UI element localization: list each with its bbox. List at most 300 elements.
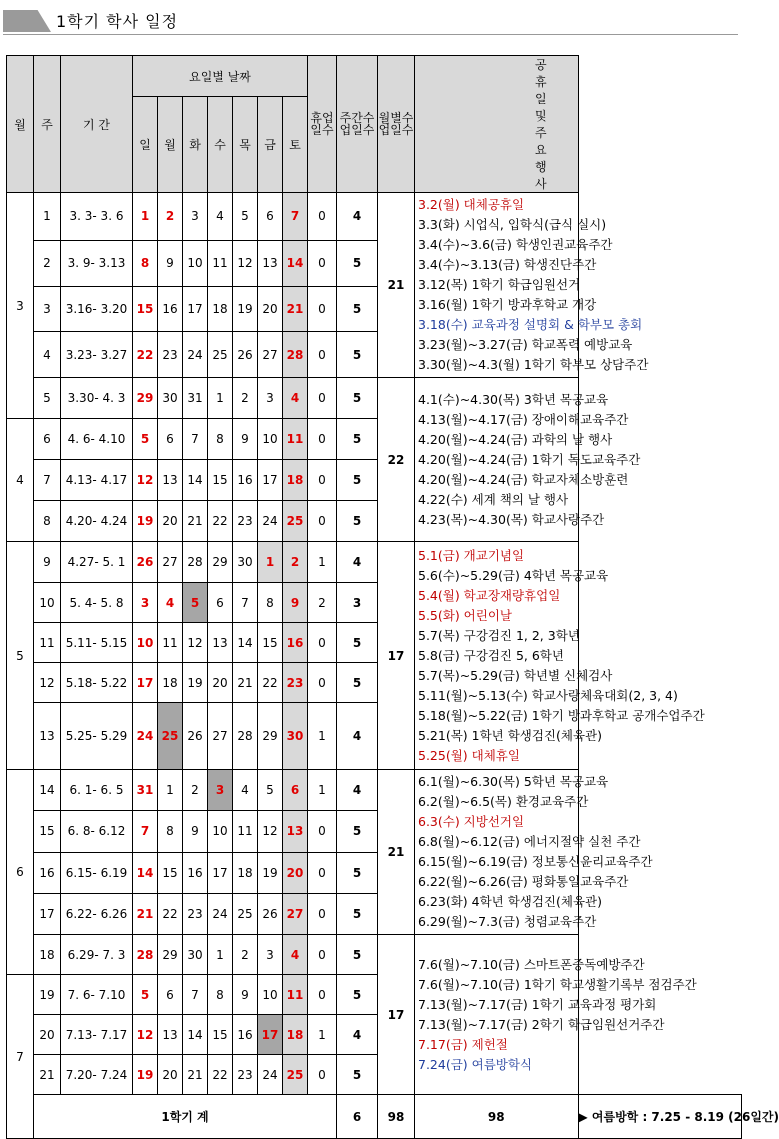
date-cell: 30	[158, 378, 183, 419]
week-number: 6	[34, 419, 61, 460]
monthly-class-days: 21	[378, 770, 415, 935]
date-cell: 1	[133, 193, 158, 241]
date-cell: 8	[208, 975, 233, 1015]
holiday-count: 0	[308, 935, 337, 975]
header-events: 공휴일 및 주요행사	[415, 56, 579, 193]
date-cell: 14	[283, 240, 308, 286]
date-cell: 5	[233, 193, 258, 241]
header-period: 기 간	[61, 56, 133, 193]
week-row	[7, 501, 742, 542]
event-item: 7.13(월)~7.17(금) 1학기 교육과정 평가회	[418, 996, 657, 1012]
week-period: 6.22- 6.26	[61, 893, 133, 934]
date-cell: 14	[183, 460, 208, 501]
date-cell: 24	[258, 501, 283, 542]
event-item: 6.8(월)~6.12(금) 에너지절약 실천 주간	[418, 834, 641, 849]
total-holidays: 6	[337, 1095, 378, 1139]
date-cell: 13	[258, 240, 283, 286]
holiday-count: 0	[308, 501, 337, 542]
date-cell: 26	[233, 332, 258, 378]
holiday-count: 0	[308, 975, 337, 1015]
event-item: 3.18(수) 교육과정 설명회 & 학부모 총회	[418, 317, 643, 332]
date-cell: 13	[283, 811, 308, 852]
date-cell: 14	[233, 623, 258, 663]
date-cell: 24	[133, 703, 158, 770]
event-item: 5.5(화) 어린이날	[418, 607, 512, 623]
month-label: 5	[7, 542, 34, 770]
event-item: 4.20(월)~4.24(금) 학교자체소방훈련	[418, 471, 629, 487]
holiday-count: 0	[308, 623, 337, 663]
event-item: 6.15(월)~6.19(금) 정보통신윤리교육주간	[418, 854, 653, 869]
holiday-count: 0	[308, 419, 337, 460]
date-cell: 9	[158, 240, 183, 286]
date-cell: 25	[208, 332, 233, 378]
date-cell: 11	[233, 811, 258, 852]
header-tab-shape	[3, 10, 51, 32]
holiday-count: 1	[308, 542, 337, 583]
week-period: 4.20- 4.24	[61, 501, 133, 542]
date-cell: 6	[158, 419, 183, 460]
total-monthly: 98	[415, 1095, 579, 1139]
events-cell	[415, 935, 697, 1095]
date-cell: 26	[258, 893, 283, 934]
weekly-class-days: 4	[337, 1015, 378, 1055]
week-number: 1	[34, 193, 61, 241]
event-item: 3.16(월) 1학기 방과후학교 개강	[418, 297, 597, 312]
event-item: 7.24(금) 여름방학식	[418, 1056, 533, 1072]
week-period: 4.13- 4.17	[61, 460, 133, 501]
week-period: 7.13- 7.17	[61, 1015, 133, 1055]
monthly-class-days: 17	[378, 542, 415, 770]
event-item: 4.1(수)~4.30(목) 3학년 목공교육	[418, 391, 609, 407]
date-cell: 29	[258, 703, 283, 770]
holiday-count: 0	[308, 1055, 337, 1095]
week-period: 6.29- 7. 3	[61, 935, 133, 975]
header-underline	[3, 34, 738, 35]
weekly-class-days: 5	[337, 623, 378, 663]
weekly-class-days: 5	[337, 378, 378, 419]
week-row	[7, 193, 742, 241]
date-cell: 1	[208, 378, 233, 419]
date-cell: 19	[183, 663, 208, 703]
date-cell: 3	[133, 583, 158, 623]
date-cell: 12	[133, 1015, 158, 1055]
date-cell: 15	[258, 623, 283, 663]
date-cell: 6	[283, 770, 308, 811]
date-cell: 2	[233, 935, 258, 975]
date-cell: 7	[183, 975, 208, 1015]
date-cell: 22	[258, 663, 283, 703]
date-cell: 10	[183, 240, 208, 286]
weekly-class-days: 5	[337, 1055, 378, 1095]
date-cell: 5	[183, 583, 208, 623]
weekly-class-days: 3	[337, 583, 378, 623]
date-cell: 24	[208, 893, 233, 934]
header-day-4: 목	[233, 97, 258, 193]
date-cell: 8	[158, 811, 183, 852]
events-cell	[415, 542, 705, 770]
date-cell: 15	[158, 852, 183, 893]
event-item: 5.4(월) 학교장재량휴업일	[418, 587, 561, 603]
weekly-class-days: 5	[337, 286, 378, 332]
date-cell: 2	[233, 378, 258, 419]
date-cell: 18	[158, 663, 183, 703]
week-period: 6. 8- 6.12	[61, 811, 133, 852]
date-cell: 12	[233, 240, 258, 286]
date-cell: 6	[158, 975, 183, 1015]
date-cell: 4	[208, 193, 233, 241]
event-item: 4.23(목)~4.30(목) 학교사랑주간	[418, 511, 605, 527]
week-number: 2	[34, 240, 61, 286]
week-period: 5.18- 5.22	[61, 663, 133, 703]
date-cell: 13	[208, 623, 233, 663]
date-cell: 9	[233, 419, 258, 460]
week-number: 5	[34, 378, 61, 419]
date-cell: 28	[233, 703, 258, 770]
date-cell: 27	[258, 332, 283, 378]
event-item: 3.23(월)~3.27(금) 학교폭력 예방교육	[418, 337, 633, 352]
event-item: 5.1(금) 개교기념일	[418, 547, 525, 563]
month-label: 3	[7, 193, 34, 419]
date-cell: 28	[283, 332, 308, 378]
monthly-class-days: 21	[378, 193, 415, 378]
date-cell: 22	[158, 893, 183, 934]
total-weekly: 98	[378, 1095, 415, 1139]
event-item: 5.7(목)~5.29(금) 학년별 신체검사	[418, 667, 613, 683]
date-cell: 3	[183, 193, 208, 241]
date-cell: 17	[133, 663, 158, 703]
date-cell: 26	[133, 542, 158, 583]
header-monthly-class-days: 월별수업일수	[378, 56, 415, 193]
date-cell: 18	[283, 460, 308, 501]
weekly-class-days: 5	[337, 460, 378, 501]
event-item: 3.30(월)~4.3(월) 1학기 학부모 상담주간	[418, 357, 649, 372]
total-row	[7, 1095, 742, 1139]
event-item: 5.7(목) 구강검진 1, 2, 3학년	[418, 627, 580, 643]
week-number: 12	[34, 663, 61, 703]
date-cell: 18	[233, 852, 258, 893]
date-cell: 15	[208, 1015, 233, 1055]
week-period: 6. 1- 6. 5	[61, 770, 133, 811]
event-item: 5.8(금) 구강검진 5, 6학년	[418, 647, 564, 663]
date-cell: 27	[283, 893, 308, 934]
weekly-class-days: 5	[337, 663, 378, 703]
date-cell: 7	[283, 193, 308, 241]
week-number: 7	[34, 460, 61, 501]
event-item: 3.12(목) 1학기 학급임원선거	[418, 277, 581, 292]
date-cell: 20	[158, 501, 183, 542]
date-cell: 30	[283, 703, 308, 770]
date-cell: 8	[258, 583, 283, 623]
week-period: 3.23- 3.27	[61, 332, 133, 378]
schedule-table-wrap	[6, 55, 779, 1124]
date-cell: 6	[208, 583, 233, 623]
week-number: 11	[34, 623, 61, 663]
week-period: 3.16- 3.20	[61, 286, 133, 332]
date-cell: 7	[133, 811, 158, 852]
date-cell: 1	[158, 770, 183, 811]
header-day-2: 화	[183, 97, 208, 193]
holiday-count: 1	[308, 703, 337, 770]
date-cell: 8	[208, 419, 233, 460]
date-cell: 23	[283, 663, 308, 703]
week-row	[7, 935, 742, 975]
week-period: 3. 3- 3. 6	[61, 193, 133, 241]
event-item: 6.22(월)~6.26(금) 평화통일교육주간	[418, 874, 629, 889]
date-cell: 22	[208, 1055, 233, 1095]
monthly-class-days: 22	[378, 378, 415, 542]
date-cell: 25	[158, 703, 183, 770]
date-cell: 21	[283, 286, 308, 332]
event-item: 6.23(화) 4학년 학생검진(체육관)	[418, 894, 602, 909]
week-number: 14	[34, 770, 61, 811]
week-period: 4.27- 5. 1	[61, 542, 133, 583]
date-cell: 17	[208, 852, 233, 893]
events-cell	[415, 770, 653, 935]
date-cell: 13	[158, 1015, 183, 1055]
date-cell: 5	[258, 770, 283, 811]
date-cell: 15	[133, 286, 158, 332]
date-cell: 19	[233, 286, 258, 332]
date-cell: 3	[258, 935, 283, 975]
weekly-class-days: 4	[337, 193, 378, 241]
week-row	[7, 583, 742, 623]
week-number: 18	[34, 935, 61, 975]
event-item: 3.3(화) 시업식, 입학식(급식 실시)	[418, 217, 607, 232]
date-cell: 10	[258, 419, 283, 460]
week-period: 5.11- 5.15	[61, 623, 133, 663]
week-number: 21	[34, 1055, 61, 1095]
holiday-count: 2	[308, 583, 337, 623]
date-cell: 7	[183, 419, 208, 460]
header-day-3: 수	[208, 97, 233, 193]
week-period: 4. 6- 4.10	[61, 419, 133, 460]
date-cell: 22	[133, 332, 158, 378]
week-row	[7, 770, 742, 811]
header-holidays: 휴업일수	[308, 56, 337, 193]
date-cell: 11	[283, 975, 308, 1015]
week-period: 5.25- 5.29	[61, 703, 133, 770]
weekly-class-days: 5	[337, 975, 378, 1015]
date-cell: 15	[208, 460, 233, 501]
date-cell: 31	[133, 770, 158, 811]
weekly-class-days: 4	[337, 770, 378, 811]
event-item: 6.2(월)~6.5(목) 환경교육주간	[418, 794, 589, 809]
holiday-count: 0	[308, 893, 337, 934]
date-cell: 29	[133, 378, 158, 419]
date-cell: 16	[183, 852, 208, 893]
header-month: 월	[7, 56, 34, 193]
week-period: 3.30- 4. 3	[61, 378, 133, 419]
total-label: 1학기 계	[34, 1095, 337, 1139]
weekly-class-days: 5	[337, 419, 378, 460]
event-item: 7.6(월)~7.10(금) 1학기 학교생활기록부 점검주간	[418, 976, 697, 992]
date-cell: 18	[208, 286, 233, 332]
weekly-class-days: 5	[337, 332, 378, 378]
week-number: 9	[34, 542, 61, 583]
week-number: 17	[34, 893, 61, 934]
week-period: 3. 9- 3.13	[61, 240, 133, 286]
date-cell: 23	[233, 501, 258, 542]
week-number: 13	[34, 703, 61, 770]
date-cell: 5	[133, 975, 158, 1015]
date-cell: 21	[133, 893, 158, 934]
holiday-count: 0	[308, 286, 337, 332]
event-item: 4.20(월)~4.24(금) 과학의 날 행사	[418, 431, 613, 447]
event-item: 5.6(수)~5.29(금) 4학년 목공교육	[418, 567, 609, 583]
header-day-6: 토	[283, 97, 308, 193]
date-cell: 24	[183, 332, 208, 378]
event-item: 5.11(월)~5.13(수) 학교사랑체육대회(2, 3, 4)	[418, 687, 678, 703]
week-row	[7, 623, 742, 663]
date-cell: 2	[158, 193, 183, 241]
event-item: 6.3(수) 지방선거일	[418, 814, 525, 829]
week-period: 7.20- 7.24	[61, 1055, 133, 1095]
date-cell: 5	[133, 419, 158, 460]
date-cell: 29	[208, 542, 233, 583]
event-item: 3.2(월) 대체공휴일	[418, 197, 525, 212]
week-period: 5. 4- 5. 8	[61, 583, 133, 623]
date-cell: 27	[158, 542, 183, 583]
date-cell: 18	[283, 1015, 308, 1055]
event-item: 6.1(월)~6.30(목) 5학년 목공교육	[418, 774, 609, 789]
date-cell: 19	[258, 852, 283, 893]
date-cell: 20	[208, 663, 233, 703]
month-label: 4	[7, 419, 34, 542]
date-cell: 4	[233, 770, 258, 811]
holiday-count: 0	[308, 811, 337, 852]
date-cell: 9	[233, 975, 258, 1015]
date-cell: 14	[133, 852, 158, 893]
holiday-count: 0	[308, 378, 337, 419]
holiday-count: 0	[308, 460, 337, 501]
date-cell: 29	[158, 935, 183, 975]
holiday-count: 0	[308, 240, 337, 286]
holiday-count: 1	[308, 1015, 337, 1055]
date-cell: 23	[233, 1055, 258, 1095]
weekly-class-days: 5	[337, 240, 378, 286]
week-number: 20	[34, 1015, 61, 1055]
date-cell: 22	[208, 501, 233, 542]
date-cell: 16	[158, 286, 183, 332]
page-header	[0, 0, 743, 40]
date-cell: 31	[183, 378, 208, 419]
date-cell: 10	[208, 811, 233, 852]
event-item: 7.6(월)~7.10(금) 스마트폰중독예방주간	[418, 956, 645, 972]
date-cell: 21	[233, 663, 258, 703]
date-cell: 1	[208, 935, 233, 975]
week-number: 3	[34, 286, 61, 332]
date-cell: 12	[258, 811, 283, 852]
date-cell: 12	[183, 623, 208, 663]
holiday-count: 0	[308, 663, 337, 703]
event-item: 3.4(수)~3.6(금) 학생인권교육주간	[418, 237, 613, 252]
date-cell: 3	[258, 378, 283, 419]
date-cell: 4	[158, 583, 183, 623]
schedule-table	[6, 55, 779, 1139]
event-item: 5.18(월)~5.22(금) 1학기 방과후학교 공개수업주간	[418, 707, 705, 723]
date-cell: 2	[283, 542, 308, 583]
date-cell: 20	[283, 852, 308, 893]
weekly-class-days: 5	[337, 893, 378, 934]
header-day-5: 금	[258, 97, 283, 193]
date-cell: 24	[258, 1055, 283, 1095]
date-cell: 25	[233, 893, 258, 934]
event-item: 3.4(수)~3.13(금) 학생진단주간	[418, 257, 597, 272]
weekly-class-days: 5	[337, 811, 378, 852]
date-cell: 11	[283, 419, 308, 460]
week-period: 7. 6- 7.10	[61, 975, 133, 1015]
date-cell: 11	[208, 240, 233, 286]
week-row	[7, 893, 742, 934]
date-cell: 28	[183, 542, 208, 583]
weekly-class-days: 5	[337, 852, 378, 893]
week-number: 4	[34, 332, 61, 378]
week-number: 15	[34, 811, 61, 852]
week-number: 10	[34, 583, 61, 623]
date-cell: 6	[258, 193, 283, 241]
date-cell: 21	[183, 501, 208, 542]
week-row	[7, 240, 742, 286]
page-title: 1학기 학사 일정	[56, 12, 179, 31]
week-row	[7, 1055, 742, 1095]
weekly-class-days: 4	[337, 542, 378, 583]
date-cell: 9	[183, 811, 208, 852]
event-item: 4.13(월)~4.17(금) 장애이해교육주간	[418, 411, 629, 427]
summer-vacation: ▶ 여름방학 : 7.25 - 8.19 (26일간)	[578, 1095, 742, 1139]
week-number: 16	[34, 852, 61, 893]
date-cell: 16	[283, 623, 308, 663]
month-label: 6	[7, 770, 34, 975]
date-cell: 20	[158, 1055, 183, 1095]
event-item: 7.17(금) 제헌절	[418, 1036, 508, 1052]
holiday-count: 0	[308, 332, 337, 378]
date-cell: 4	[283, 935, 308, 975]
event-item: 5.21(목) 1학년 학생검진(체육관)	[418, 727, 602, 743]
date-cell: 2	[183, 770, 208, 811]
date-cell: 8	[133, 240, 158, 286]
date-cell: 20	[258, 286, 283, 332]
date-cell: 17	[258, 1015, 283, 1055]
date-cell: 10	[258, 975, 283, 1015]
holiday-count: 0	[308, 852, 337, 893]
event-item: 6.29(월)~7.3(금) 청렴교육주간	[418, 914, 597, 929]
date-cell: 7	[233, 583, 258, 623]
events-cell	[415, 378, 641, 542]
date-cell: 9	[283, 583, 308, 623]
date-cell: 10	[133, 623, 158, 663]
event-item: 7.13(월)~7.17(금) 2학기 학급임원선거주간	[418, 1016, 665, 1032]
week-number: 19	[34, 975, 61, 1015]
date-cell: 17	[258, 460, 283, 501]
date-cell: 11	[158, 623, 183, 663]
date-cell: 23	[183, 893, 208, 934]
date-cell: 25	[283, 501, 308, 542]
date-cell: 23	[158, 332, 183, 378]
date-cell: 30	[183, 935, 208, 975]
header-daily-dates: 요일별 날짜	[133, 56, 308, 97]
date-cell: 3	[208, 770, 233, 811]
date-cell: 12	[133, 460, 158, 501]
date-cell: 13	[158, 460, 183, 501]
week-row	[7, 542, 742, 583]
header-day-0: 일	[133, 97, 158, 193]
week-row	[7, 378, 742, 419]
header-week: 주	[34, 56, 61, 193]
date-cell: 14	[183, 1015, 208, 1055]
week-number: 8	[34, 501, 61, 542]
date-cell: 25	[283, 1055, 308, 1095]
monthly-class-days: 17	[378, 935, 415, 1095]
